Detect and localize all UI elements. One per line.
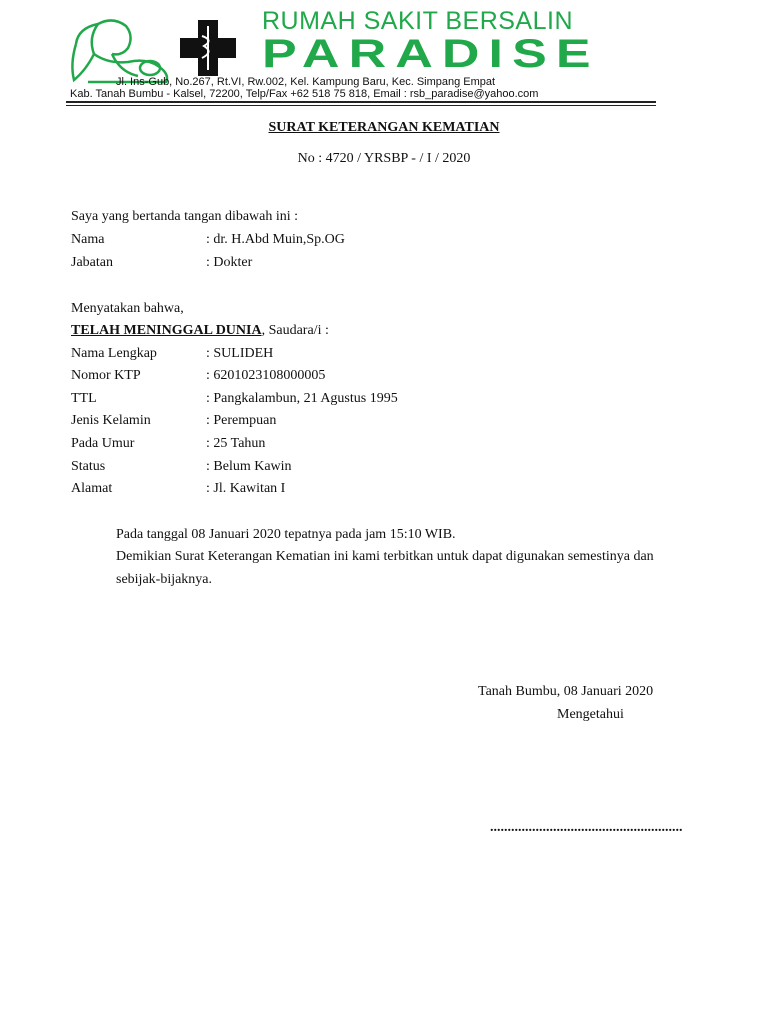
header-rule-thin [66, 105, 656, 106]
field-value: : Jl. Kawitan I [206, 481, 286, 496]
field-value: : SULIDEH [206, 346, 274, 361]
field-value: : Pangkalambun, 21 Agustus 1995 [206, 391, 398, 406]
field-label: Nama Lengkap [71, 346, 157, 361]
signer-position-value: : Dokter [206, 255, 253, 270]
field-label: Nomor KTP [71, 368, 141, 383]
field-label: Status [71, 459, 106, 474]
paragraph-date-time: Pada tanggal 08 Januari 2020 tepatnya pada jam 15:10 WIB. [116, 527, 456, 542]
letter-number: No : 4720 / YRSBP - / I / 2020 [297, 151, 471, 166]
field-value: : 6201023108000005 [206, 368, 326, 383]
hospital-name: PARADISE [262, 32, 600, 76]
address-line-1: Jl. Ins-Gub, No.267, Rt.VI, Rw.002, Kel. Kampung Baru, Kec. Simpang Empat [116, 76, 496, 88]
declare-text: Menyatakan bahwa, [71, 301, 184, 316]
deceased-suffix: , Saudara/i : [261, 323, 329, 338]
field-label: Jenis Kelamin [71, 413, 151, 428]
medical-cross-icon [180, 20, 236, 76]
signer-position-label: Jabatan [71, 255, 113, 270]
address-line-2: Kab. Tanah Bumbu - Kalsel, 72200, Telp/Fax +62 518 75 818, Email : rsb_paradise@yahoo.com [70, 88, 539, 100]
deceased-heading: TELAH MENINGGAL DUNIA [71, 323, 262, 338]
deceased-heading-line [71, 323, 329, 339]
field-label: Pada Umur [71, 436, 135, 451]
field-value: : 25 Tahun [206, 436, 266, 451]
letter-title: SURAT KETERANGAN KEMATIAN [268, 120, 500, 135]
paragraph-closing-2: sebijak-bijaknya. [116, 572, 213, 587]
signer-name-label: Nama [71, 232, 105, 247]
hospital-type: RUMAH SAKIT BERSALIN [262, 7, 574, 35]
field-label: TTL [71, 391, 97, 406]
acknowledge-label: Mengetahui [557, 707, 624, 722]
signer-name-value: : dr. H.Abd Muin,Sp.OG [206, 232, 345, 247]
signature-line: ....................................................... [490, 820, 683, 835]
paragraph-closing-1: Demikian Surat Keterangan Kematian ini kami terbitkan untuk dapat digunakan semestinya dan [116, 549, 654, 564]
field-value: : Perempuan [206, 413, 277, 428]
place-date: Tanah Bumbu, 08 Januari 2020 [478, 684, 654, 699]
field-label: Alamat [71, 481, 113, 496]
field-value: : Belum Kawin [206, 459, 292, 474]
header-rule [66, 101, 656, 103]
intro-text: Saya yang bertanda tangan dibawah ini : [71, 209, 299, 224]
